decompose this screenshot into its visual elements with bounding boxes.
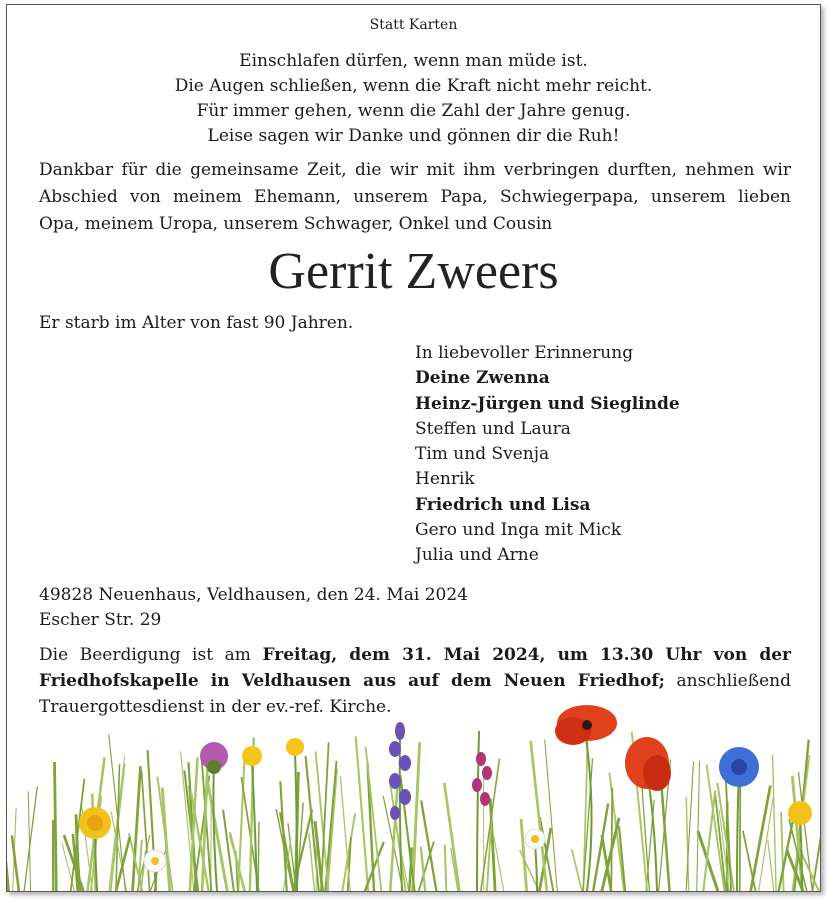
- funeral-line: Friedhofskapelle in Veldhausen aus auf dem Neuen Friedhof; anschließend: [39, 671, 791, 691]
- intro-line: Opa, meinem Uropa, unserem Schwager, Onkel und Cousin: [39, 214, 553, 234]
- grass-blade: [697, 761, 700, 891]
- family-member: Steffen und Laura: [415, 418, 571, 439]
- header-note: Statt Karten: [369, 17, 458, 33]
- poppy-flower: [625, 737, 671, 791]
- grass-blade: [24, 787, 37, 891]
- intro-line: Dankbar für die gemeinsame Zeit, die wir mit ihm verbringen durften, nehmen wir: [39, 160, 791, 180]
- place-block: [39, 583, 468, 633]
- daisy-flower: [525, 829, 545, 849]
- grass-blade: [545, 739, 558, 891]
- poppy-flower: [555, 705, 617, 745]
- grass-blade: [743, 831, 756, 891]
- intro-paragraph: [39, 157, 791, 238]
- cornflower-flower: [719, 747, 759, 787]
- buttercup-flower: [242, 746, 262, 766]
- family-member: Friedrich und Lisa: [415, 494, 591, 515]
- poem-line: Leise sagen wir Danke und gönnen dir die Ruh!: [207, 126, 620, 146]
- grass-blade: [413, 742, 420, 891]
- family-member: Gero und Inga mit Mick: [415, 520, 622, 541]
- family-member: Henrik: [415, 469, 475, 490]
- grass-blades: [7, 732, 820, 891]
- grass-blade: [661, 784, 669, 891]
- place-date: 49828 Neuenhaus, Veldhausen, den 24. Mai 2024: [39, 585, 468, 605]
- address: Escher Str. 29: [39, 610, 162, 630]
- grass-blade: [445, 845, 446, 891]
- funeral-line: Die Beerdigung ist am Freitag, dem 31. Mai 2024, um 13.30 Uhr von der: [39, 645, 791, 665]
- deceased-name: Gerrit Zweers: [268, 243, 559, 300]
- family-intro: In liebevoller Erinnerung: [415, 343, 634, 363]
- family-member: Julia und Arne: [415, 545, 539, 566]
- grass-blade: [258, 822, 259, 891]
- age-line: Er starb im Alter von fast 90 Jahren.: [39, 313, 354, 333]
- buttercup-flower: [286, 738, 304, 756]
- grass-blade: [531, 741, 547, 891]
- grass-blade: [572, 849, 582, 891]
- grass-blade: [740, 785, 741, 892]
- grass-blade: [583, 736, 587, 891]
- dandelion-flower: [79, 807, 111, 839]
- knapweed-flower: [200, 742, 228, 774]
- poem-line: Einschlafen dürfen, wenn man müde ist.: [239, 51, 588, 71]
- grass-blade: [768, 840, 774, 891]
- family-member: Heinz-Jürgen und Sieglinde: [415, 393, 680, 414]
- family-list: [415, 341, 680, 569]
- family-member: Tim und Svenja: [415, 444, 550, 465]
- wildflower-meadow-illustration: [7, 701, 820, 891]
- poem-line: Für immer gehen, wenn die Zahl der Jahre genug.: [196, 101, 631, 121]
- daisy-flower: [144, 850, 166, 872]
- poem-line: Die Augen schließen, wenn die Kraft nicht mehr reicht.: [174, 76, 653, 96]
- dandelion-flower: [788, 801, 812, 825]
- poem: [7, 49, 820, 149]
- grass-blade: [611, 788, 612, 891]
- grass-blade: [773, 755, 777, 891]
- grass-blade: [7, 813, 8, 891]
- intro-line: Abschied von meinem Ehemann, unserem Papa, Schwiegerpapa, unserem lieben: [39, 187, 791, 207]
- funeral-line: Trauergottesdienst in der ev.-ref. Kirche.: [39, 697, 392, 717]
- grass-blade: [157, 777, 172, 891]
- family-member: Deine Zwenna: [415, 368, 550, 389]
- pink-spike-flower: [472, 752, 492, 806]
- grass-blade: [55, 762, 57, 891]
- obituary-card: [6, 4, 821, 892]
